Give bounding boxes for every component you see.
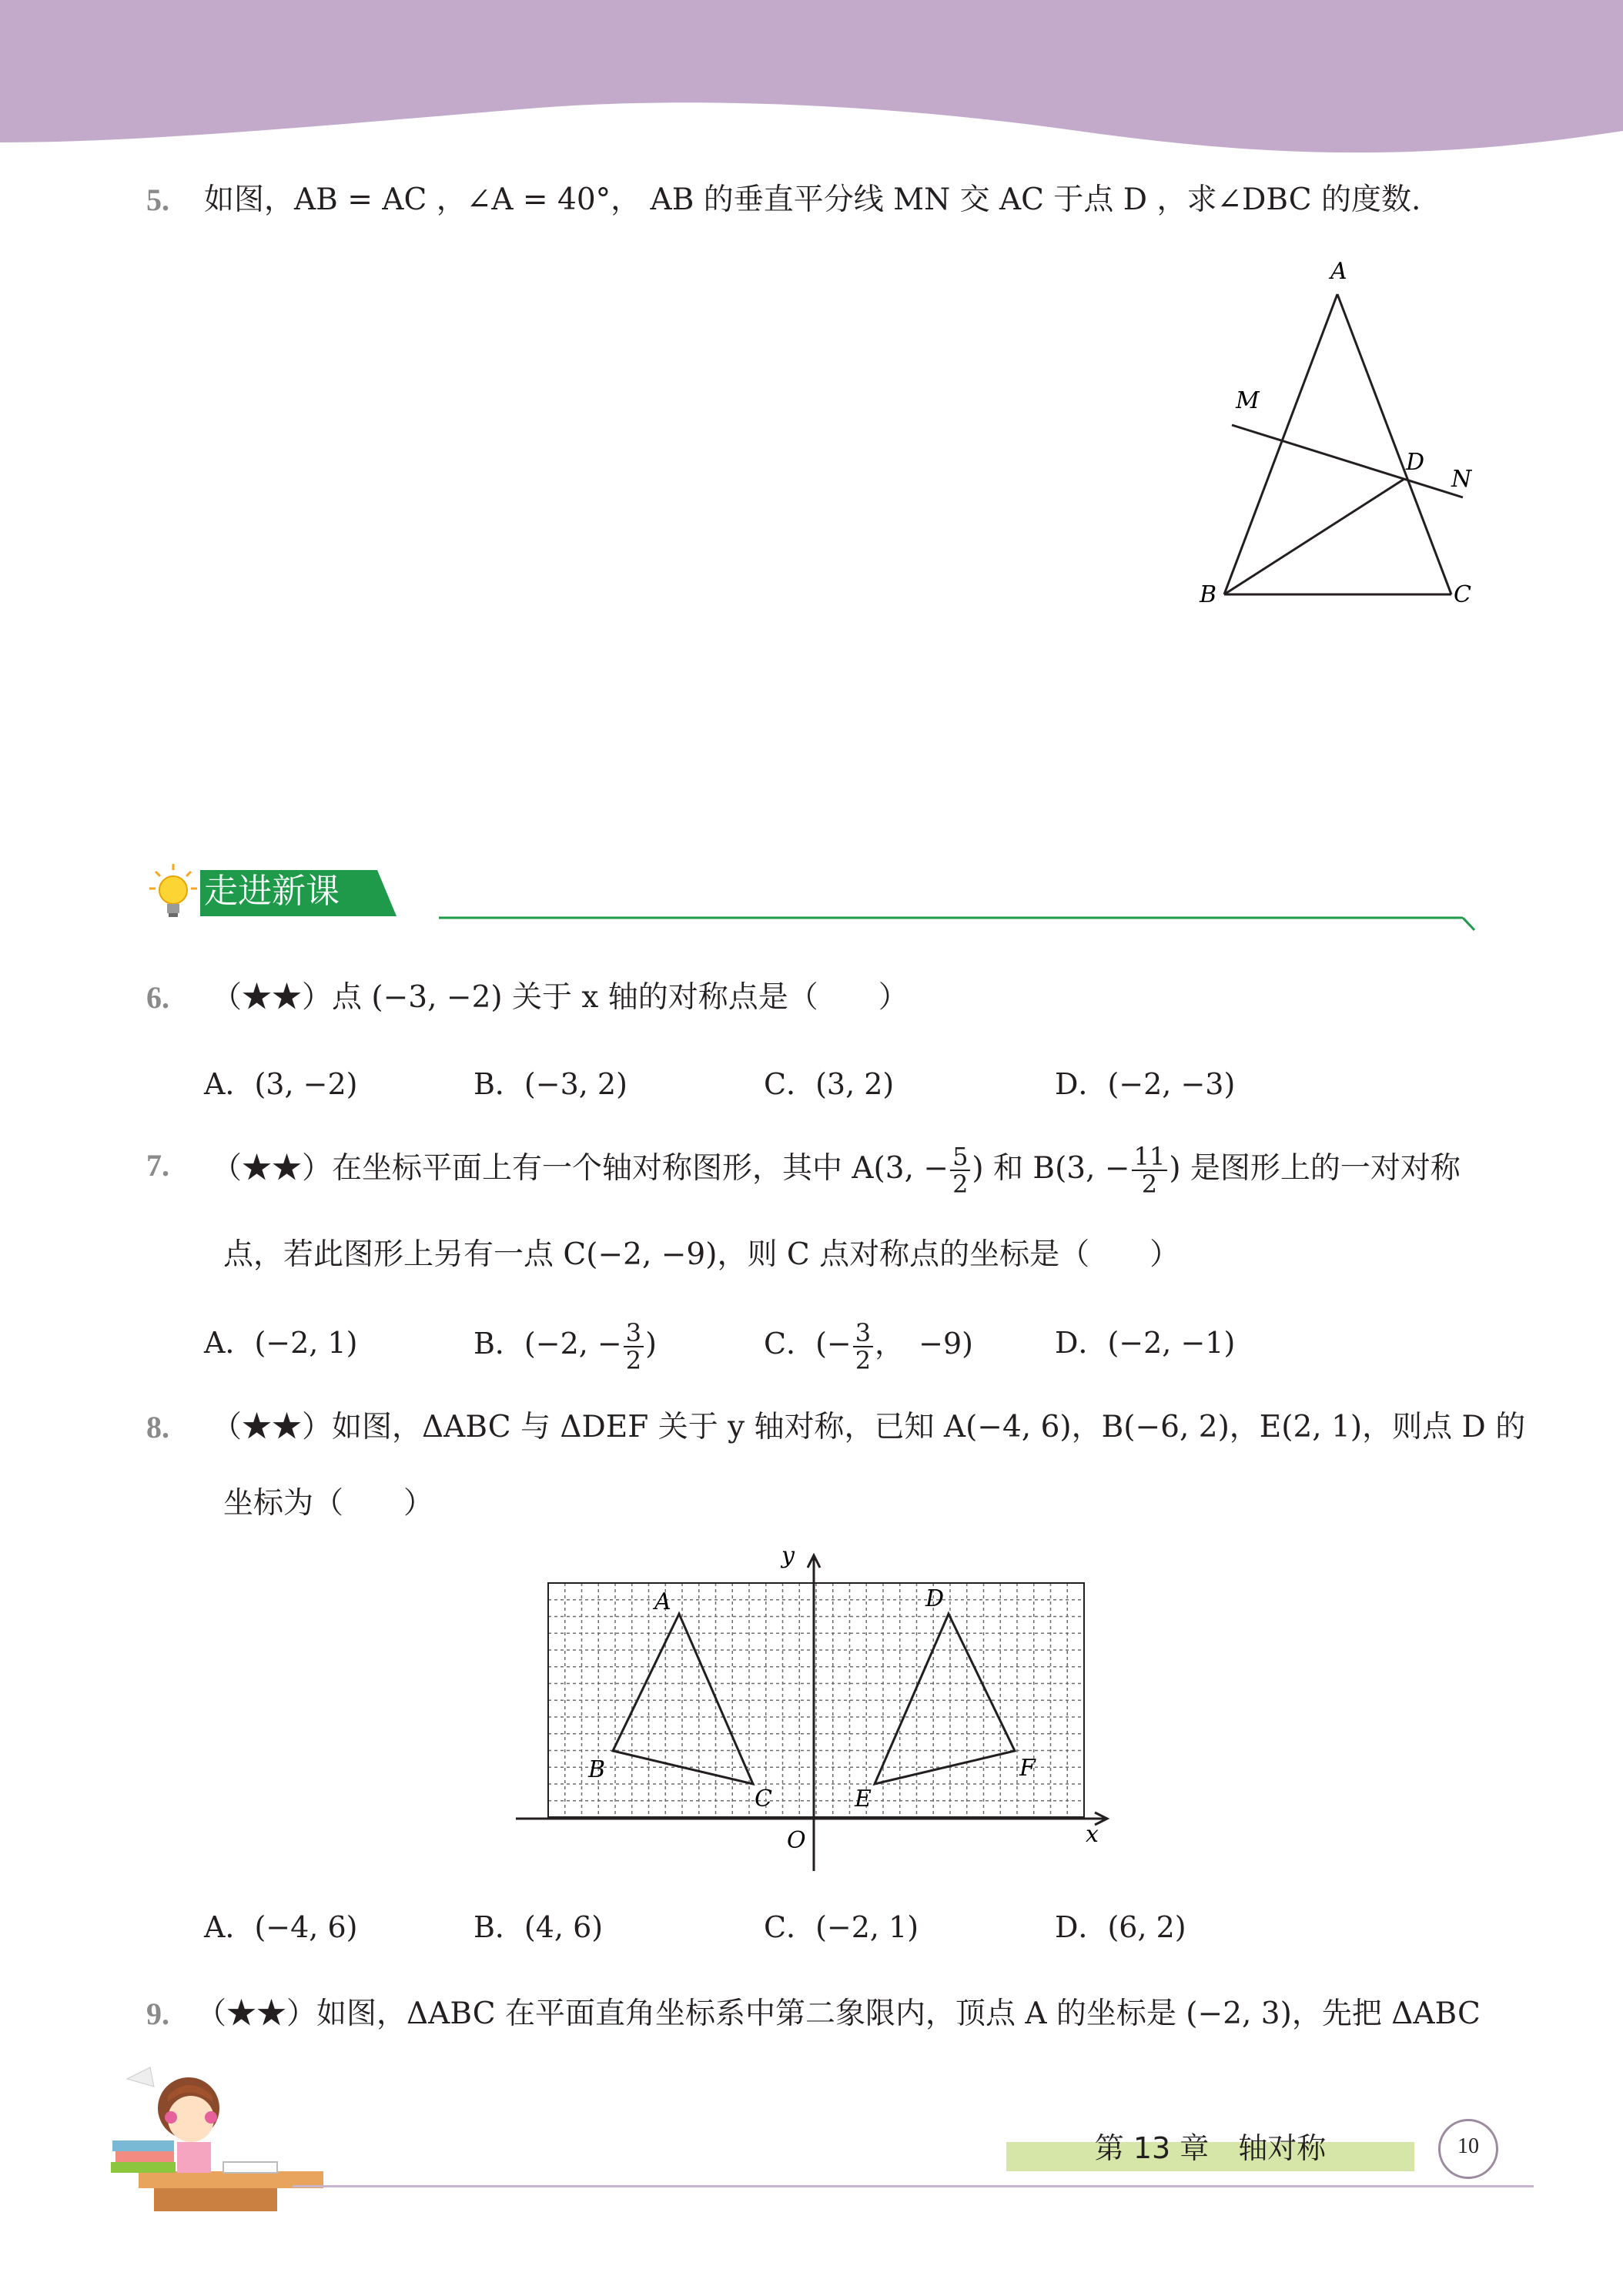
q9-text: （★★）如图，ΔABC 在平面直角坐标系中第二象限内，顶点 A 的坐标是 (−2, 3)，先把 ΔABC [196, 1996, 1481, 2031]
q5-triangle-figure [1186, 246, 1494, 616]
q6-option-c: C．(3, 2) [764, 1067, 895, 1101]
student-desk-illustration [108, 2048, 323, 2214]
q8-label-a: A [654, 1588, 671, 1615]
q8-label-b: B [588, 1756, 606, 1783]
q5-label-d: D [1406, 449, 1425, 476]
q5-number: 5. [146, 182, 169, 217]
q8-label-x: x [1086, 1821, 1099, 1848]
q5-label-a: A [1330, 258, 1347, 285]
footer-rule [293, 2185, 1534, 2187]
q8-label-c: C [755, 1786, 772, 1812]
lightbulb-icon [146, 862, 200, 924]
q5-label-b: B [1200, 581, 1217, 608]
q8-option-d: D．(6, 2) [1055, 1910, 1186, 1944]
q6-option-b: B．(−3, 2) [474, 1067, 627, 1101]
q6-text: （★★）点 (−3, −2) 关于 x 轴的对称点是（ ） [212, 980, 909, 1015]
q7-number: 7. [146, 1148, 169, 1183]
q8-option-a: A．(−4, 6) [204, 1910, 358, 1944]
q5-text: 如图，AB = AC ，∠A = 40°， AB 的垂直平分线 MN 交 AC 于点 D ，求∠DBC 的度数. [204, 182, 1421, 217]
q8-label-y: y [781, 1542, 795, 1569]
q7-option-d: D．(−2, −1) [1055, 1326, 1236, 1360]
q7-fraction-2: $\frac{11}{2}$ [1132, 1143, 1168, 1197]
header-band [0, 0, 1623, 166]
q9-number: 9. [146, 1996, 169, 2031]
q7-option-a: A．(−2, 1) [204, 1326, 358, 1360]
q8-label-o: O [787, 1827, 806, 1854]
q5-label-m: M [1236, 387, 1260, 414]
q8-label-f: F [1019, 1755, 1036, 1782]
q8-label-d: D [925, 1585, 945, 1612]
q8-coordinate-grid [516, 1540, 1116, 1879]
q8-line1: （★★）如图，ΔABC 与 ΔDEF 关于 y 轴对称，已知 A(−4, 6)，B(−6, 2)，E(2, 1)，则点 D 的 [212, 1410, 1526, 1444]
q7-part1: （★★）在坐标平面上有一个轴对称图形，其中 A(3, − [212, 1151, 949, 1186]
q8-option-c: C．(−2, 1) [764, 1910, 919, 1944]
q5-label-n: N [1451, 466, 1472, 493]
q7-line1 [212, 1130, 1461, 1207]
page-number: 10 [1457, 2134, 1479, 2158]
q7-line2: 点，若此图形上另有一点 C(−2, −9)，则 C 点对称点的坐标是（ ） [223, 1237, 1180, 1272]
section-header-graphic [146, 862, 1478, 939]
footer-chapter-title: 第 13 章 轴对称 [1094, 2131, 1327, 2165]
q5-label-c: C [1454, 581, 1471, 608]
q6-option-d: D．(−2, −3) [1055, 1067, 1236, 1101]
q6-number: 6. [146, 980, 169, 1015]
q7-fraction-1: $\frac{5}{2}$ [950, 1143, 970, 1197]
q7-part3: ) 是图形上的一对对称 [1169, 1151, 1461, 1186]
q8-option-b: B．(4, 6) [474, 1910, 604, 1944]
q7-option-b: B．(−2, − $\frac{3}{2}$ ) [474, 1317, 657, 1375]
q7-option-c: C．(− $\frac{3}{2}$ ， −9) [764, 1317, 973, 1375]
q8-line2: 坐标为（ ） [223, 1486, 434, 1521]
q8-number: 8. [146, 1410, 169, 1444]
q8-label-e: E [855, 1786, 872, 1812]
q6-option-a: A．(3, −2) [204, 1067, 358, 1101]
q7-part2: ) 和 B(3, − [972, 1151, 1130, 1186]
section-title: 走进新课 [204, 872, 340, 911]
